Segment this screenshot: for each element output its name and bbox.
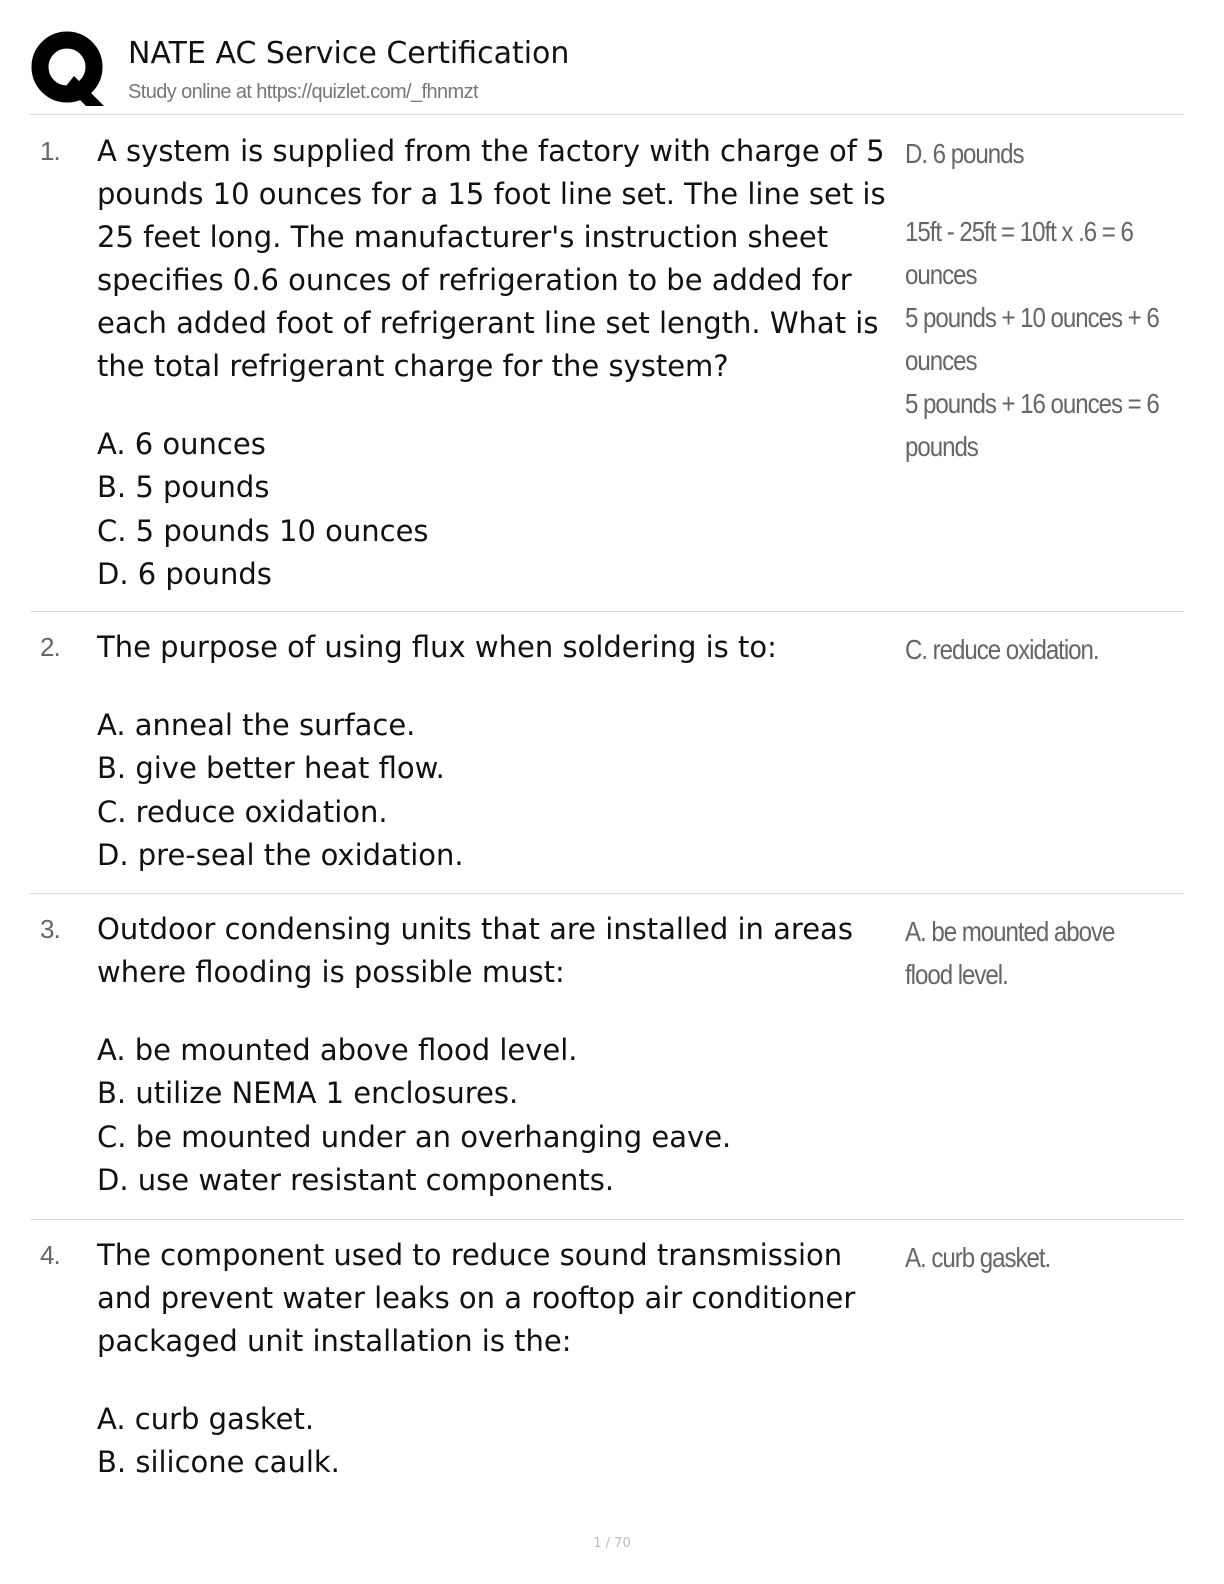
option-d: D. pre-seal the oxidation.: [97, 837, 464, 872]
study-online-link[interactable]: Study online at https://quizlet.com/_fhnmzt: [128, 81, 478, 103]
explanation-line: ounces: [905, 259, 977, 290]
card-number: 1.: [40, 136, 60, 166]
quizlet-q-logo-icon: [30, 30, 108, 108]
flashcard: [30, 612, 1184, 894]
option-c: C. be mounted under an overhanging eave.: [97, 1119, 732, 1154]
option-a: A. anneal the surface.: [97, 708, 416, 742]
answer-text: A. curb gasket.: [905, 1242, 1051, 1273]
answer-options: [97, 423, 897, 596]
question: [97, 908, 897, 1202]
answer-text: A. be mounted above flood level.: [905, 916, 1115, 990]
page-header: [30, 30, 1184, 115]
answer-options: [97, 1029, 897, 1202]
page-number: 1 / 70: [593, 1536, 631, 1551]
option-b: B. 5 pounds: [97, 470, 270, 505]
option-d: D. 6 pounds: [97, 556, 272, 591]
question-text: The component used to reduce sound transmission and prevent water leaks on a rooftop air conditioner packaged unit installation is the:: [97, 1238, 856, 1358]
answer-text: C. reduce oxidation.: [905, 634, 1099, 665]
answer: [905, 1236, 1144, 1279]
question: [97, 626, 897, 877]
explanation-line: 15ft - 25ft = 10ft x .6 = 6: [905, 216, 1133, 247]
question-text: Outdoor condensing units that are installed in areas where flooding is possible must:: [97, 912, 853, 989]
card-number: 4.: [40, 1240, 60, 1270]
question-text: The purpose of using flux when soldering is to:: [97, 630, 777, 664]
document-title: NATE AC Service Certification: [128, 36, 570, 71]
card-number: 2.: [40, 632, 60, 662]
explanation-line: 5 pounds + 16 ounces = 6: [905, 388, 1159, 419]
flashcard: [30, 1220, 1184, 1520]
option-a: A. be mounted above flood level.: [97, 1033, 578, 1067]
option-b: B. silicone caulk.: [97, 1445, 340, 1480]
question: [97, 130, 897, 596]
option-c: C. reduce oxidation.: [97, 794, 388, 829]
option-a: A. 6 ounces: [97, 427, 266, 461]
answer: [905, 628, 1144, 671]
option-a: A. curb gasket.: [97, 1402, 315, 1436]
explanation-line: pounds: [905, 431, 978, 462]
explanation-line: 5 pounds + 10 ounces + 6: [905, 302, 1159, 333]
answer-text: D. 6 pounds: [905, 138, 1024, 169]
flashcard: [30, 894, 1184, 1220]
option-b: B. utilize NEMA 1 enclosures.: [97, 1076, 519, 1111]
flashcard: [30, 116, 1184, 612]
option-c: C. 5 pounds 10 ounces: [97, 513, 429, 548]
question-text: A system is supplied from the factory with charge of 5 pounds 10 ounces for a 15 foot line set. The line set is 25 feet long. The manufacturer's instruction sheet specifies 0.6 ounces of refrigeration to be added for each added foot of refrigerant line set length. What is the total refrigerant charge for the system?: [97, 134, 886, 383]
explanation-line: ounces: [905, 345, 977, 376]
answer: [905, 910, 1144, 996]
question: [97, 1234, 897, 1485]
answer: [905, 132, 1159, 468]
answer-options: [97, 704, 897, 877]
option-b: B. give better heat flow.: [97, 751, 445, 786]
card-number: 3.: [40, 914, 60, 944]
answer-options: [97, 1398, 897, 1485]
option-d: D. use water resistant components.: [97, 1162, 615, 1197]
